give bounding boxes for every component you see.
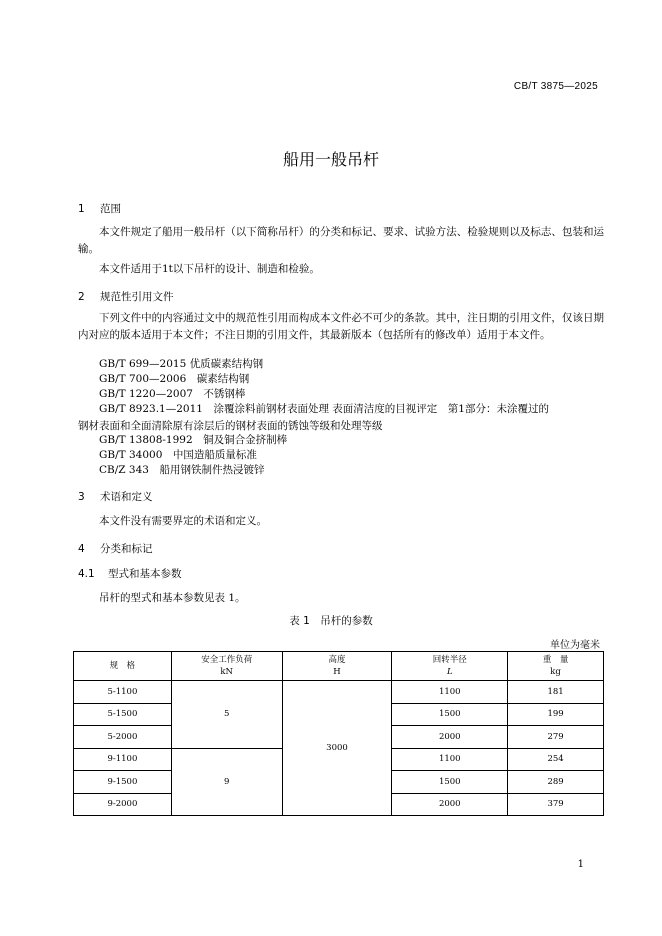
spec-cell: 9-1100 xyxy=(74,748,172,771)
section-4-1-paragraph: 吊杆的型式和基本参数见表 1。 xyxy=(99,592,246,604)
reference-item: GB/T 700—2006 碳素结构钢 xyxy=(99,373,250,385)
standard-code: CB/T 3875—2025 xyxy=(513,81,598,92)
spec-cell: 5-1500 xyxy=(74,703,172,726)
section-number: 2 xyxy=(78,291,85,303)
radius-cell: 1500 xyxy=(392,771,508,794)
section-title: 规范性引用文件 xyxy=(100,291,174,303)
section-3-heading xyxy=(78,489,153,504)
section-4-heading xyxy=(78,541,153,556)
section-number: 3 xyxy=(78,491,85,503)
reference-item: GB/T 34000 中国造船质量标准 xyxy=(99,449,257,461)
table-header-row xyxy=(74,652,604,681)
header-unit: kN xyxy=(220,667,233,677)
reference-item: GB/T 1220—2007 不锈钢棒 xyxy=(99,388,246,400)
section-number: 4 xyxy=(78,543,85,555)
parameters-table xyxy=(73,651,604,816)
header-unit: H xyxy=(333,667,341,677)
reference-item: GB/T 8923.1—2011 涂覆涂料前钢材表面处理 表面清洁度的目视评定 第1部分：未涂覆过的 xyxy=(99,403,549,415)
reference-item: GB/T 699—2015 优质碳素结构钢 xyxy=(99,358,264,370)
section-1-paragraph-2: 本文件适用于1t以下吊杆的设计、制造和检验。 xyxy=(99,263,320,275)
radius-cell: 1500 xyxy=(392,703,508,726)
load-cell: 9 xyxy=(171,748,282,816)
column-header-weight xyxy=(508,652,604,681)
weight-cell: 379 xyxy=(508,793,604,816)
radius-cell: 1100 xyxy=(392,681,508,704)
spec-cell: 5-1100 xyxy=(74,681,172,704)
section-1-heading xyxy=(78,201,121,216)
section-number: 1 xyxy=(78,203,85,215)
header-label: 高度 xyxy=(328,655,346,665)
section-2-intro: 下列文件中的内容通过文中的规范性引用而构成本文件必不可少的条款。其中，注日期的引用文件，仅该日期内对应的版本适用于本文件；不注日期的引用文件，其最新版本（包括所有的修改单）适用于本文件。 xyxy=(78,312,604,341)
table-caption: 表 1 吊杆的参数 xyxy=(289,615,373,627)
spec-cell: 5-2000 xyxy=(74,726,172,749)
column-header-load xyxy=(171,652,282,681)
column-header-spec xyxy=(74,652,172,681)
section-number: 4.1 xyxy=(78,568,95,580)
header-label: 安全工作负荷 xyxy=(201,655,253,665)
spec-cell: 9-2000 xyxy=(74,793,172,816)
weight-cell: 199 xyxy=(508,703,604,726)
table-unit-note: 单位为毫米 xyxy=(550,640,600,651)
table-row xyxy=(74,681,604,704)
weight-cell: 289 xyxy=(508,771,604,794)
header-label: 重 量 xyxy=(542,655,569,665)
page-number: 1 xyxy=(577,859,584,870)
header-label: 回转半径 xyxy=(432,655,467,665)
section-4-1-heading xyxy=(78,566,182,581)
section-title: 范围 xyxy=(100,203,121,215)
weight-cell: 254 xyxy=(508,748,604,771)
section-title: 型式和基本参数 xyxy=(108,568,182,580)
column-header-height xyxy=(282,652,392,681)
header-label: 规 格 xyxy=(109,661,136,671)
load-cell: 5 xyxy=(171,681,282,749)
section-3-paragraph: 本文件没有需要界定的术语和定义。 xyxy=(99,515,267,527)
radius-cell: 2000 xyxy=(392,793,508,816)
spec-cell: 9-1500 xyxy=(74,771,172,794)
header-unit: kg xyxy=(550,667,561,677)
radius-cell: 2000 xyxy=(392,726,508,749)
header-unit: L xyxy=(446,667,453,677)
document-title: 船用一般吊杆 xyxy=(282,150,379,169)
radius-cell: 1100 xyxy=(392,748,508,771)
reference-item: GB/T 13808-1992 铜及铜合金挤制棒 xyxy=(99,434,288,446)
column-header-radius xyxy=(392,652,508,681)
weight-cell: 279 xyxy=(508,726,604,749)
section-2-heading xyxy=(78,289,174,304)
section-1-paragraph-1: 本文件规定了船用一般吊杆（以下简称吊杆）的分类和标记、要求、试验方法、检验规则以及标志、包装和运输。 xyxy=(78,226,604,255)
height-cell: 3000 xyxy=(282,681,392,816)
weight-cell: 181 xyxy=(508,681,604,704)
reference-item-continuation: 钢材表面和全面清除原有涂层后的钢材表面的锈蚀等级和处理等级 xyxy=(78,420,383,432)
reference-item: CB/Z 343 船用钢铁制件热浸镀锌 xyxy=(99,464,265,476)
section-title: 分类和标记 xyxy=(100,543,153,555)
section-title: 术语和定义 xyxy=(100,491,153,503)
